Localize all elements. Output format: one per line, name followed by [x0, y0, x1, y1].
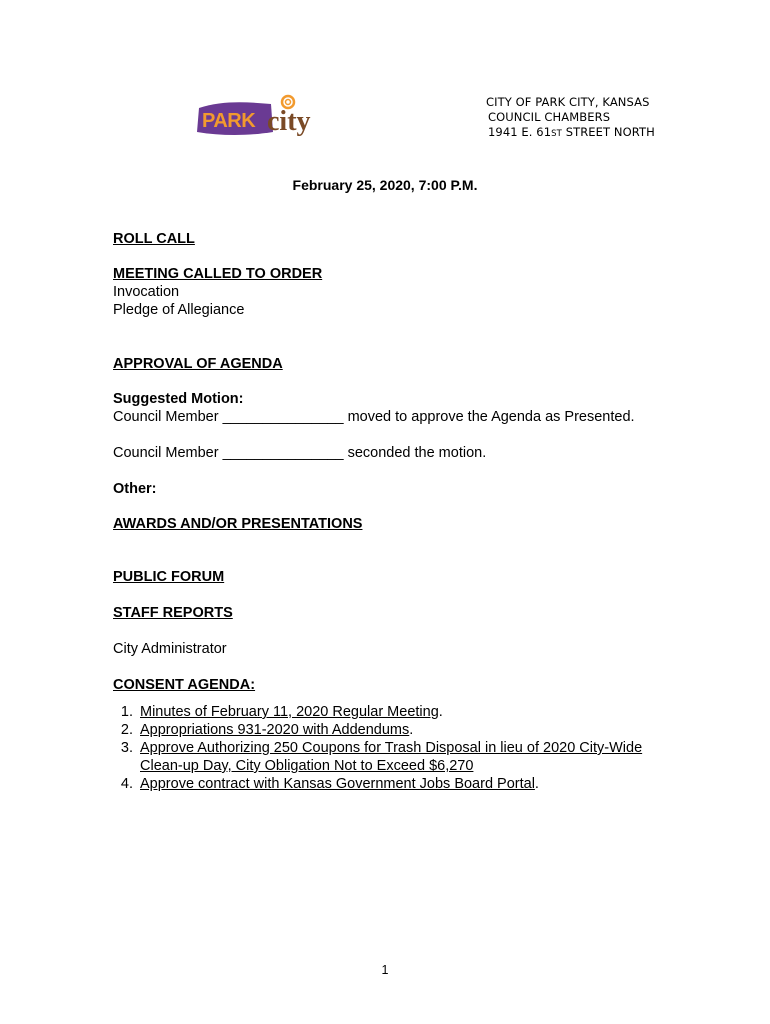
- list-item-tail: .: [409, 722, 414, 738]
- org-street-suffix: ST: [551, 129, 562, 139]
- consent-item-link[interactable]: Appropriations 931-2020 with Addendums: [140, 722, 410, 738]
- second-line: Council Member _______________ seconded the motion.: [113, 445, 487, 461]
- consent-agenda-list: [113, 703, 673, 793]
- list-item-number: 1.: [120, 704, 133, 720]
- list-item-tail: .: [534, 776, 539, 792]
- public-forum-heading: PUBLIC FORUM: [113, 569, 225, 585]
- org-chambers: COUNCIL CHAMBERS: [488, 110, 611, 124]
- consent-agenda-heading: CONSENT AGENDA:: [113, 677, 256, 693]
- park-city-logo: [193, 92, 328, 140]
- awards-heading: AWARDS AND/OR PRESENTATIONS: [113, 516, 363, 532]
- roll-call-heading: ROLL CALL: [113, 231, 195, 247]
- park-city-logo-graphic: [193, 92, 328, 140]
- org-name: CITY OF PARK CITY, KANSAS: [486, 95, 650, 109]
- pledge-text: Pledge of Allegiance: [113, 302, 245, 318]
- city-administrator-text: City Administrator: [113, 641, 227, 657]
- list-item: [113, 775, 673, 793]
- list-item-number: 4.: [120, 776, 133, 792]
- org-street: [486, 125, 655, 142]
- list-item-number: 3.: [120, 740, 133, 756]
- staff-reports-heading: STAFF REPORTS: [113, 605, 233, 621]
- approval-agenda-heading: APPROVAL OF AGENDA: [113, 356, 283, 372]
- consent-item-link[interactable]: Approve contract with Kansas Government Jobs Board Portal: [140, 776, 535, 792]
- suggested-motion-label: Suggested Motion:: [113, 391, 244, 407]
- list-item-number: 2.: [120, 722, 133, 738]
- list-item: [113, 739, 673, 775]
- svg-text:city: city: [267, 106, 311, 137]
- list-item-tail: .: [438, 704, 443, 720]
- list-item: [113, 721, 673, 739]
- list-item: [113, 703, 673, 721]
- org-street-name: STREET NORTH: [561, 125, 655, 139]
- other-label: Other:: [113, 481, 157, 497]
- consent-item-link[interactable]: Approve Authorizing 250 Coupons for Trash Disposal in lieu of 2020 City-Wide Clean-up Day, City Obligation Not to Exceed $6,270: [140, 740, 643, 774]
- invocation-text: Invocation: [113, 284, 180, 300]
- organization-address: [486, 95, 655, 142]
- page-number: 1: [381, 963, 389, 977]
- org-street-number: 1941 E. 61: [488, 125, 552, 139]
- motion-line: Council Member _______________ moved to approve the Agenda as Presented.: [113, 409, 635, 425]
- consent-item-link[interactable]: Minutes of February 11, 2020 Regular Meeting: [140, 704, 439, 720]
- svg-text:PARK: PARK: [202, 110, 256, 132]
- meeting-date: February 25, 2020, 7:00 P.M.: [292, 177, 478, 193]
- called-to-order-heading: MEETING CALLED TO ORDER: [113, 266, 323, 282]
